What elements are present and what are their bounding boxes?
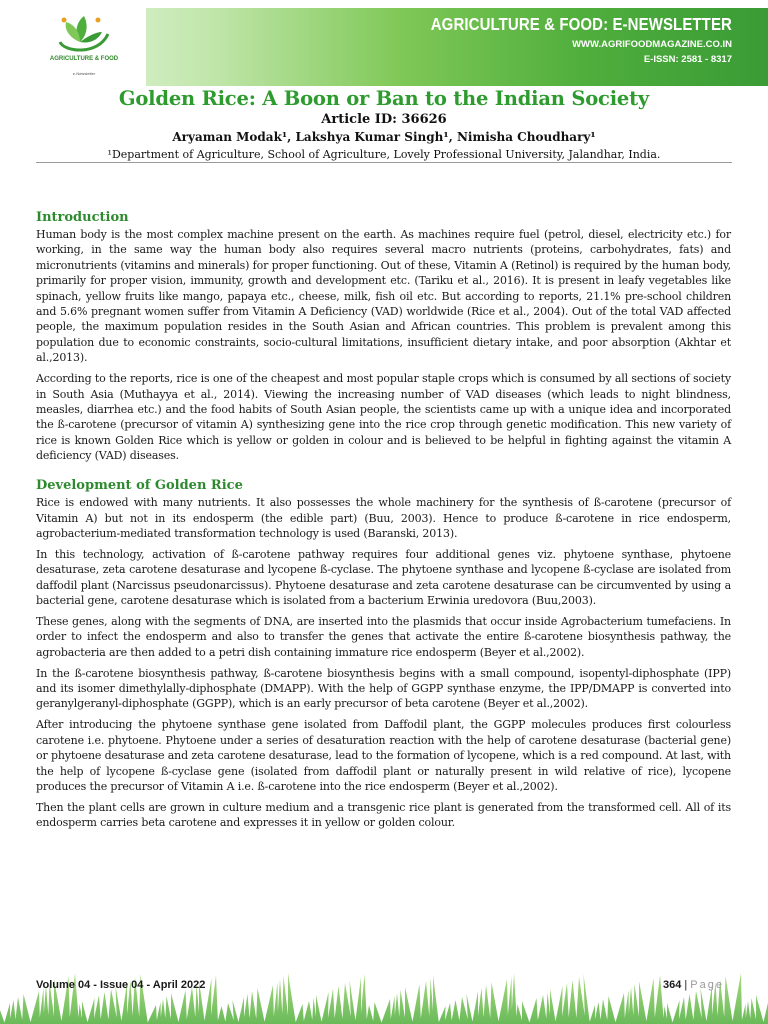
affiliation-underline [36, 162, 732, 163]
section-heading: Development of Golden Rice [36, 478, 243, 494]
section-development [36, 477, 731, 831]
volume-issue: Volume 04 - Issue 04 - April 2022 [36, 979, 206, 991]
paragraph: Then the plant cells are grown in culture medium and a transgenic rice plant is generated from the transformed cell. All of its endosperm carries beta carotene and expresses it in yellow or golden colour. [36, 800, 731, 830]
article-body [36, 209, 731, 836]
section-heading: Introduction [36, 210, 129, 225]
grass-decoration-icon [0, 968, 768, 1024]
page-footer [663, 979, 724, 991]
paragraph: Rice is endowed with many nutrients. It also possesses the whole machinery for the synthesis of ß-carotene (precursor of Vitamin A) but not in its endosperm (the edible part) (Buu, 2003). Hence to produce ß-carotene in rice endosperm, agrobacterium-mediated transformation technology is used (Baranski, 2013). [36, 496, 731, 540]
issn: E-ISSN: 2581 - 8317 [643, 54, 732, 65]
paragraph: Human body is the most complex machine present on the earth. As machines require fuel (petrol, diesel, electricity etc.) for working, in the same way the human body also requires several macro nutrients (proteins, carbohydrates, fats) and micronutrients (vitamins and minerals) for proper functioning. Out of these, Vitamin A (Retinol) is required by the human body, primarily for proper vision, immunity, growth and development etc. (Tariku et al., 2016). It is present in leafy vegetables like spinach, yellow fruits like mango, papaya etc., cheese, milk, fish oil etc. But according to reports, 21.1% pre-school children and 5.6% pregnant women suffer from Vitamin A Deficiency (VAD) worldwide (Rice et al., 2004). Out of the total VAD affected people, the maximum population resides in the South Asian and African countries. This problem is prevalent among this population due to economic constraints, socio-cultural limitations, insufficient dietary intake, and poor absorption (Akhtar et al.,2013). [36, 228, 731, 365]
article-title: Golden Rice: A Boon or Ban to the Indian Society [118, 87, 650, 110]
website-link[interactable]: WWW.AGRIFOODMAGAZINE.CO.IN [572, 39, 732, 50]
page-number: 364 [662, 979, 682, 991]
logo-title: AGRICULTURE & FOOD [49, 56, 119, 62]
paragraph: According to the reports, rice is one of the cheapest and most popular staple crops which is consumed by all sections of society in South Asia (Muthayya et al., 2014). Viewing the increasing number of VAD diseases (which leads to night blindness, measles, diarrhea etc.) and the food habits of South Asian people, the scientists came up with a unique idea and incorporated the ß-carotene (precursor of vitamin A) synthesizing gene into the rice crop through genetic modification. This new variety of rice is known Golden Rice which is yellow or golden in colour and is believed to be helpful in fighting against the vitamin A deficiency (VAD) diseases. [36, 372, 731, 463]
paragraph: In this technology, activation of ß-carotene pathway requires four additional genes viz. phytoene synthase, phytoene desaturase, zeta carotene desaturase and lycopene ß-cyclase. The phytoene synthase and lycopene ß-cyclase are isolated from daffodil plant (Narcissus pseudonarcissus). Phytoene desaturase and zeta carotene desaturase can be circumvented by using a bacterial gene, carotene desaturase which is isolated from a bacterium Erwinia uredovora (Buu,2003). [36, 547, 731, 608]
newsletter-title: AGRICULTURE & FOOD: E-NEWSLETTER [430, 15, 732, 35]
paragraph: After introducing the phytoene synthase gene isolated from Daffodil plant, the GGPP molecules produces first colourless carotene i.e. phytoene. Phytoene under a series of desaturation reaction with the help of carotene desaturase (bacterial gene) or phytoene desaturase and zeta carotene desaturase, lead to the formation of lycopene, which is a red compound. At last, with the help of lycopene ß-cyclase gene (isolated from daffodil plant or naturally present in wild relative of rice), lycopene produces the precursor of Vitamin A i.e. ß-carotene into the rice endosperm (Beyer et al.,2002). [36, 718, 731, 793]
paragraph: These genes, along with the segments of DNA, are inserted into the plasmids that occur inside Agrobacterium tumefaciens. In order to infect the endosperm and also to transfer the genes that activate the entire ß-carotene biosynthesis pathway, the agrobacteria are then added to a petri dish containing immature rice endosperm (Beyer et al.,2002). [36, 614, 731, 659]
section-introduction [36, 209, 731, 464]
leaf-logo-icon [50, 12, 114, 56]
page-label: Page [690, 979, 724, 991]
paragraph: In the ß-carotene biosynthesis pathway, ß-carotene biosynthesis begins with a small compound, isopentyl-diphosphate (IPP) and its isomer dimethylally-diphosphate (DMAPP). With the help of GGPP synthase enzyme, the IPP/DMAPP is converted into geranylgeranyl-diphosphate (GGPP), which is an early precursor of beta carotene (Beyer et al.,2002). [36, 666, 731, 711]
logo-subtitle: e-Newsletter [72, 71, 96, 76]
authors: Aryaman Modak¹, Lakshya Kumar Singh¹, Nimisha Choudhary¹ [172, 130, 596, 144]
article-id: Article ID: 36626 [321, 112, 447, 127]
affiliation: ¹Department of Agriculture, School of Agriculture, Lovely Professional University, Jalandhar, India. [107, 148, 661, 161]
page-separator: | [684, 979, 688, 991]
